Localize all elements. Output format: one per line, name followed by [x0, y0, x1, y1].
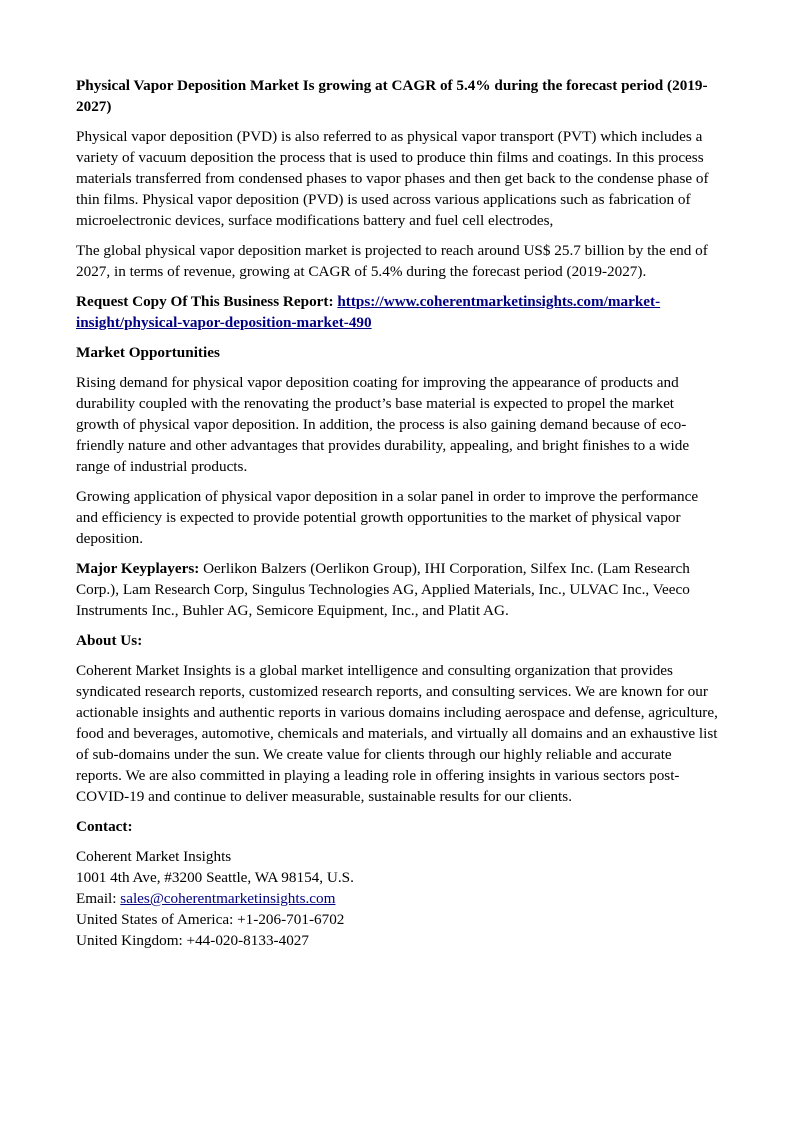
about-paragraph: Coherent Market Insights is a global market intelligence and consulting organization that provides syndicated research reports, customized research reports, and consulting services. We are known for our actionable insights and authentic reports in various domains including aerospace and defense, agriculture, food and beverages, automotive, chemicals and materials, and virtually all domains and an exhaustive list of sub-domains under the sun. We create value for clients through our highly reliable and accurate reports. We are also committed in playing a leading role in offering insights in various sectors post-COVID-19 and continue to deliver measurable, sustainable results for our clients. [76, 662, 718, 805]
report-link[interactable]: https://www.coherentmarketinsights.com/market-insight/physical-vapor-deposition-market-490 [76, 293, 661, 331]
contact-heading: Contact: [76, 818, 133, 835]
request-copy-paragraph [76, 291, 720, 333]
opportunities-paragraph-1: Rising demand for physical vapor deposition coating for improving the appearance of products and durability coupled with the renovating the product’s base material is expected to propel the market growth of physical vapor deposition. In addition, the process is also gaining demand because of eco-friendly nature and other advantages that provides durability, appealing, and bright finishes to a wide range of industrial products. [76, 374, 690, 475]
keyplayers-text: Oerlikon Balzers (Oerlikon Group), IHI Corporation, Silfex Inc. (Lam Research Corp.), Lam Research Corp, Singulus Technologies AG, Applied Materials, Inc., ULVAC Inc., Veeco Instruments Inc., Buhler AG, Semicore Equipment, Inc., and Platit AG. [76, 560, 690, 619]
opportunities-paragraph-2: Growing application of physical vapor deposition in a solar panel in order to improve the performance and efficiency is expected to provide potential growth opportunities to the market of physical vapor deposition. [76, 488, 699, 547]
opportunities-heading: Market Opportunities [76, 344, 220, 361]
projection-paragraph: The global physical vapor deposition market is projected to reach around US$ 25.7 billion by the end of 2027, in terms of revenue, growing at CAGR of 5.4% during the forecast period (2019-2027). [76, 242, 708, 280]
keyplayers-paragraph [76, 558, 720, 621]
contact-uk-phone: United Kingdom: +44-020-8133-4027 [76, 932, 309, 949]
keyplayers-label: Major Keyplayers: [76, 560, 200, 577]
document-title: Physical Vapor Deposition Market Is growing at CAGR of 5.4% during the forecast period (2019-2027) [76, 77, 708, 115]
contact-email-line [76, 888, 720, 909]
request-copy-label: Request Copy Of This Business Report: [76, 293, 334, 310]
contact-email-label: Email: [76, 890, 117, 907]
contact-address: 1001 4th Ave, #3200 Seattle, WA 98154, U.S. [76, 869, 354, 886]
about-heading: About Us: [76, 632, 143, 649]
document-page [76, 75, 720, 951]
contact-email-link[interactable]: sales@coherentmarketinsights.com [120, 890, 336, 907]
intro-paragraph: Physical vapor deposition (PVD) is also referred to as physical vapor transport (PVT) which includes a variety of vacuum deposition the process that is used to produce thin films and coatings. In this process materials transferred from condensed phases to vapor phases and then get back to the condense phase of thin films. Physical vapor deposition (PVD) is used across various applications such as fabrication of microelectronic devices, surface modifications battery and fuel cell electrodes, [76, 128, 709, 229]
contact-us-phone: United States of America: +1-206-701-6702 [76, 911, 345, 928]
contact-block [76, 846, 720, 951]
contact-company: Coherent Market Insights [76, 848, 232, 865]
